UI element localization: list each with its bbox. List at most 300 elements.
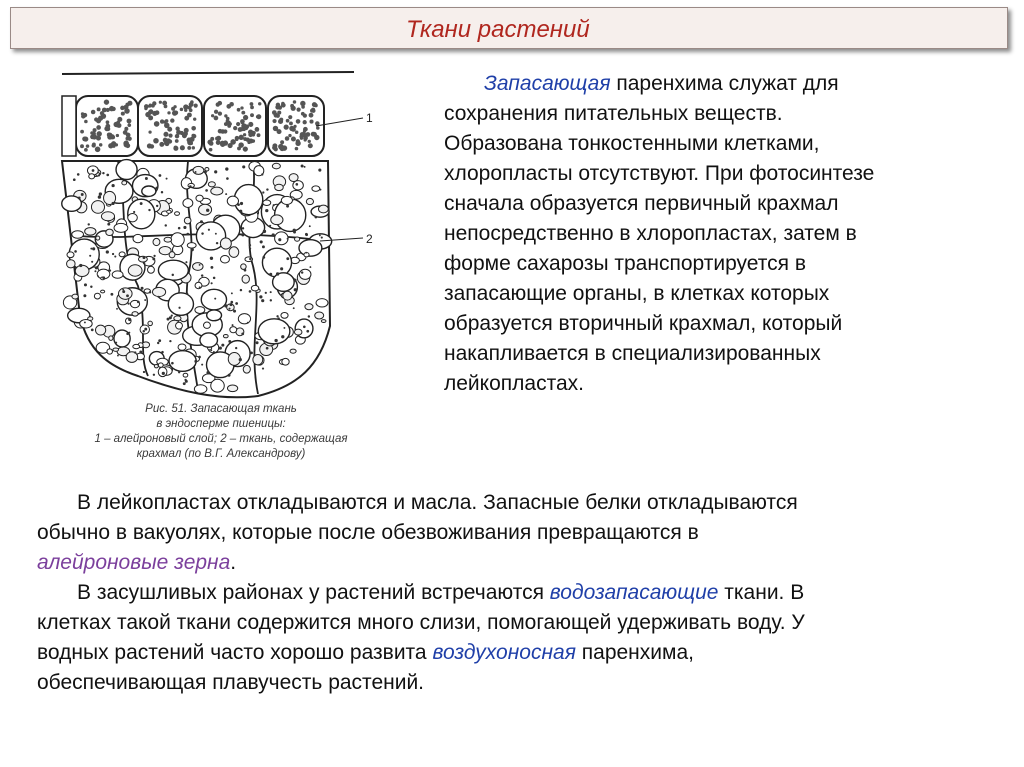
starch-grain — [183, 373, 188, 377]
starch-grain — [275, 184, 284, 190]
storage-parenchyma-paragraph — [444, 69, 1004, 399]
starch-grain — [196, 195, 203, 201]
starch-grain — [290, 349, 296, 353]
starch-grain — [154, 364, 158, 367]
aleurone-grain — [296, 107, 300, 111]
protein-granule — [91, 261, 93, 263]
starch-grain — [169, 351, 196, 372]
starch-grain — [207, 310, 222, 321]
protein-granule — [152, 257, 155, 260]
starch-grain — [171, 233, 184, 247]
starch-grain — [153, 238, 160, 245]
text-line: лейкопластах. — [444, 372, 584, 395]
starch-grain — [119, 252, 125, 257]
aleurone-grain — [191, 126, 196, 131]
protein-granule — [309, 266, 311, 268]
protein-granule — [240, 289, 242, 291]
protein-granule — [204, 170, 207, 173]
aleurone-grain — [175, 139, 179, 143]
protein-granule — [262, 368, 264, 370]
protein-granule — [137, 301, 140, 304]
aleurone-grain — [127, 119, 132, 124]
aleurone-grain — [175, 134, 179, 138]
starch-grain — [116, 160, 137, 180]
starch-grain — [72, 294, 78, 299]
starch-grain — [281, 312, 288, 318]
aleurone-grain — [309, 120, 313, 124]
protein-granule — [276, 272, 279, 275]
aleurone-grain — [209, 141, 214, 146]
aleurone-grain — [80, 130, 84, 134]
starch-grain — [211, 379, 224, 392]
starch-grain — [75, 265, 89, 276]
aleurone-grain — [104, 99, 109, 104]
starch-grain — [321, 320, 326, 323]
protein-granule — [112, 253, 114, 255]
aleurone-grain — [250, 113, 254, 117]
protein-granule — [194, 360, 197, 363]
protein-granule — [249, 244, 251, 246]
aleurone-grain — [288, 115, 292, 119]
aleurone-grain — [223, 140, 228, 145]
aleurone-grain — [226, 120, 231, 125]
protein-granule — [157, 342, 159, 344]
text-line: обычно в вакуолях, которые после обезвоживания превращаются в — [37, 521, 699, 544]
protein-granule — [159, 174, 162, 177]
protein-granule — [226, 177, 229, 180]
protein-granule — [272, 233, 275, 236]
aleurone-grain — [243, 146, 248, 151]
aleurone-grain — [154, 121, 160, 127]
starch-grain — [273, 273, 295, 292]
starch-grain — [220, 238, 231, 249]
aleurone-grain — [92, 132, 96, 136]
aleurone-grain — [147, 143, 152, 148]
starch-grain — [109, 336, 113, 340]
aleurone-grain — [162, 101, 167, 106]
starch-grain — [293, 181, 304, 190]
protein-granule — [83, 294, 86, 297]
starch-grain — [228, 353, 240, 366]
protein-granule — [107, 223, 110, 226]
protein-granule — [259, 295, 262, 298]
protein-granule — [190, 248, 193, 251]
aleurone-grain — [109, 134, 114, 139]
aleurone-grain — [109, 106, 114, 111]
aleurone-grain — [316, 126, 320, 130]
starch-grain — [294, 329, 302, 335]
protein-granule — [169, 340, 171, 342]
protein-granule — [77, 173, 80, 176]
protein-granule — [198, 356, 201, 359]
protein-granule — [235, 347, 237, 349]
aleurone-grain — [233, 126, 237, 130]
protein-granule — [211, 282, 213, 284]
protein-granule — [143, 262, 145, 264]
protein-granule — [287, 238, 289, 240]
starch-grain — [164, 237, 172, 242]
aleurone-grain — [167, 111, 170, 114]
protein-granule — [144, 299, 146, 301]
starch-grain — [315, 312, 324, 319]
starch-grain — [153, 287, 166, 296]
protein-granule — [186, 233, 189, 236]
top-border-line — [62, 72, 354, 74]
aleurone-grain — [285, 136, 290, 141]
aleurone-grain — [127, 123, 131, 127]
starch-grain — [258, 319, 290, 344]
aleurone-grain — [300, 132, 305, 137]
aleurone-grain — [95, 147, 101, 153]
text-line — [37, 638, 987, 668]
starch-grain — [281, 196, 292, 204]
starch-grain — [241, 264, 247, 270]
aleurone-grain — [286, 119, 290, 123]
aleurone-grain — [211, 114, 214, 117]
starch-grain — [204, 322, 211, 328]
protein-granule — [141, 287, 144, 290]
protein-granule — [281, 335, 284, 338]
starch-grain — [133, 234, 143, 242]
aleurone-grain — [148, 130, 151, 133]
starch-grain — [195, 307, 205, 314]
protein-granule — [241, 333, 244, 336]
protein-granule — [115, 342, 117, 344]
protein-granule — [308, 315, 310, 317]
protein-granule — [178, 227, 181, 230]
protein-granule — [249, 248, 251, 250]
starch-grain — [227, 385, 237, 392]
protein-granule — [210, 349, 212, 351]
aleurone-cell — [62, 96, 76, 156]
starch-grain — [253, 354, 263, 364]
aleurone-grain — [314, 133, 318, 137]
aleurone-grain — [255, 127, 260, 132]
protein-granule — [293, 307, 295, 309]
starch-grain — [283, 291, 292, 300]
starch-grain — [158, 260, 188, 280]
protein-granule — [102, 276, 105, 279]
protein-granule — [249, 258, 252, 261]
aleurone-grain — [258, 102, 261, 105]
protein-granule — [230, 301, 233, 304]
starch-grain — [112, 271, 123, 278]
starch-grain — [208, 182, 215, 187]
aleurone-grain — [303, 113, 307, 117]
protein-granule — [315, 216, 318, 219]
starch-grain — [238, 314, 250, 324]
protein-granule — [229, 303, 232, 306]
protein-granule — [102, 172, 104, 174]
protein-granule — [143, 330, 145, 332]
aleurone-grain — [250, 102, 254, 106]
protein-granule — [116, 308, 118, 310]
text-line — [37, 548, 987, 578]
aleurone-grain — [84, 120, 88, 124]
protein-granule — [261, 299, 264, 302]
starch-grain — [101, 290, 105, 293]
protein-granule — [166, 178, 168, 180]
text-line: хлоропласты отсутствуют. При фотосинтезе — [444, 162, 875, 185]
protein-granule — [171, 315, 173, 317]
protein-granule — [262, 245, 265, 248]
protein-granule — [74, 250, 77, 253]
text-line — [37, 488, 987, 518]
aleurone-grain — [247, 141, 250, 144]
protein-granule — [185, 261, 187, 263]
aleurone-grain — [174, 110, 179, 115]
aleurone-grain — [239, 127, 243, 131]
protein-granule — [143, 371, 145, 373]
protein-granule — [228, 340, 231, 343]
aleurone-grain — [121, 112, 125, 116]
starch-grain — [242, 275, 249, 283]
starch-grain — [263, 200, 271, 205]
protein-granule — [265, 292, 267, 294]
protein-granule — [256, 341, 259, 344]
protein-granule — [92, 169, 95, 172]
protein-granule — [117, 355, 119, 357]
starch-grain — [306, 198, 313, 204]
starch-grain — [96, 236, 100, 240]
protein-granule — [283, 327, 285, 329]
aleurone-grain — [280, 140, 284, 144]
aleurone-grain — [218, 129, 223, 134]
protein-granule — [286, 257, 289, 260]
aleurone-grain — [295, 141, 300, 146]
aleurone-grain — [309, 113, 314, 118]
aleurone-grain — [125, 143, 130, 148]
starch-grain — [194, 385, 207, 393]
figure-label-1: 1 — [366, 111, 373, 125]
protein-granule — [305, 252, 307, 254]
starch-grain — [169, 252, 175, 258]
aleurone-grain — [106, 127, 110, 131]
aleurone-grain — [97, 107, 101, 111]
protein-granule — [189, 185, 192, 188]
protein-granule — [144, 328, 147, 331]
text-line: сохранения питательных веществ. — [444, 102, 783, 125]
starch-grain — [201, 289, 226, 310]
starch-grain — [101, 212, 114, 221]
protein-granule — [270, 291, 272, 293]
starch-grain — [199, 204, 212, 215]
protein-granule — [278, 238, 281, 241]
protein-granule — [122, 290, 125, 293]
starch-grain — [184, 217, 191, 224]
starch-grain — [107, 349, 113, 354]
starch-grain — [316, 299, 328, 307]
aleurone-grain — [86, 144, 90, 148]
starch-grain — [312, 186, 320, 192]
aleurone-grain — [173, 146, 178, 151]
protein-granule — [153, 255, 155, 257]
protein-granule — [228, 374, 231, 377]
protein-granule — [169, 316, 172, 319]
aleurone-grain — [257, 133, 261, 137]
protein-granule — [98, 174, 100, 176]
aleurone-grain — [96, 125, 101, 130]
aleurone-grain — [189, 102, 194, 107]
protein-granule — [249, 290, 252, 293]
protein-granule — [128, 318, 131, 321]
aleurone-grain — [243, 115, 248, 120]
aleurone-grain — [165, 119, 169, 123]
starch-grain — [205, 168, 209, 171]
starch-grain — [318, 205, 328, 213]
aleurone-grain — [250, 105, 254, 109]
starch-grain — [187, 243, 196, 248]
protein-granule — [178, 307, 180, 309]
protein-granule — [81, 193, 84, 196]
aleurone-grain — [163, 132, 168, 137]
aleurone-grain — [290, 104, 294, 108]
protein-granule — [213, 351, 215, 353]
aleurone-grain — [291, 127, 296, 132]
protein-granule — [277, 317, 279, 319]
starch-grain — [195, 282, 202, 288]
text-line: непосредственно в хлоропластах, затем в — [444, 222, 857, 245]
starch-grain — [168, 293, 193, 316]
protein-granule — [225, 167, 228, 170]
protein-granule — [242, 165, 245, 168]
protein-granule — [210, 257, 213, 260]
starch-grain — [299, 269, 311, 279]
protein-granule — [232, 324, 234, 326]
aleurone-grain — [229, 102, 234, 107]
protein-granule — [158, 339, 161, 342]
protein-granule — [92, 247, 95, 250]
starch-grain — [211, 187, 223, 195]
protein-granule — [266, 188, 268, 190]
protein-granule — [99, 192, 102, 195]
protein-granule — [157, 296, 159, 298]
starch-grain — [122, 181, 127, 185]
protein-granule — [171, 362, 174, 365]
text-fragment: ткани. В — [718, 581, 805, 604]
term-aerenchyma: воздухоносная — [432, 641, 576, 664]
caption-line: крахмал (по В.Г. Александрову) — [136, 448, 306, 460]
aleurone-grain — [288, 134, 291, 137]
text-line: Образована тонкостенными клетками, — [444, 132, 820, 155]
protein-granule — [239, 358, 242, 361]
aleurone-grain — [111, 141, 116, 146]
starch-grain — [200, 333, 218, 347]
protein-granule — [242, 227, 244, 229]
aleurone-grain — [291, 136, 296, 141]
starch-grain — [94, 293, 100, 299]
text-line: сначала образуется первичный крахмал — [444, 192, 839, 215]
protein-granule — [318, 169, 321, 172]
protein-granule — [309, 225, 311, 227]
protein-granule — [219, 346, 222, 349]
text-fragment: В засушливых районах у растений встречаются — [77, 581, 550, 604]
protein-granule — [265, 209, 268, 212]
aleurone-grain — [240, 119, 245, 124]
aleurone-grain — [153, 138, 159, 144]
figure-caption — [60, 402, 382, 462]
text-fragment: водных растений часто хорошо развита — [37, 641, 433, 664]
protein-granule — [208, 229, 210, 231]
starch-grain — [96, 325, 106, 335]
protein-granule — [122, 289, 124, 291]
protein-granule — [216, 242, 218, 244]
aleurone-grain — [239, 135, 244, 140]
protein-granule — [240, 202, 243, 205]
aleurone-grain — [83, 137, 88, 142]
protein-granule — [280, 267, 283, 270]
protein-granule — [206, 209, 209, 212]
aleurone-grain — [214, 116, 219, 121]
starch-grain — [193, 166, 204, 174]
protein-granule — [301, 271, 303, 273]
protein-granule — [237, 203, 240, 206]
aleurone-grain — [251, 139, 255, 143]
protein-granule — [84, 283, 87, 286]
protein-granule — [269, 273, 272, 276]
starch-grain — [251, 285, 258, 291]
protein-granule — [134, 351, 136, 353]
aleurone-grain — [295, 147, 299, 151]
starch-grain — [227, 196, 238, 206]
starch-grain — [223, 334, 228, 337]
starch-grain — [113, 348, 119, 351]
aleurone-grain — [192, 134, 197, 139]
aleurone-grain — [275, 105, 280, 110]
starch-grain — [289, 174, 298, 182]
text-fragment: В лейкопластах откладываются и масла. Запасные белки откладываются — [77, 491, 798, 514]
protein-granule — [269, 225, 271, 227]
aleurone-grain — [223, 129, 227, 133]
aleurone-grain — [81, 114, 86, 119]
protein-granule — [95, 266, 98, 269]
starch-grain — [220, 255, 229, 263]
protein-granule — [262, 256, 265, 259]
text-fragment: . — [230, 551, 237, 574]
aleurone-grain — [214, 110, 218, 114]
aleurone-grain — [209, 148, 213, 152]
starch-grain — [305, 304, 313, 310]
protein-granule — [149, 291, 151, 293]
protein-granule — [303, 325, 306, 328]
protein-granule — [286, 205, 289, 208]
aleurone-layer — [62, 96, 324, 156]
aleurone-grain — [218, 111, 222, 115]
protein-granule — [126, 333, 128, 335]
starch-grain — [295, 237, 300, 241]
starch-grain — [167, 210, 171, 213]
starch-grain — [67, 260, 76, 268]
starch-grain — [67, 252, 74, 258]
aleurone-grain — [308, 143, 313, 148]
aleurone-grain — [189, 141, 193, 145]
aleurone-grain — [124, 127, 128, 131]
text-line: накапливается в специализированных — [444, 342, 821, 365]
aleurone-grain — [194, 104, 198, 108]
protein-granule — [231, 292, 233, 294]
aleurone-grain — [123, 130, 128, 135]
aleurone-grain — [248, 132, 253, 137]
protein-granule — [244, 269, 247, 272]
aleurone-grain — [184, 128, 189, 133]
starch-grain — [183, 199, 193, 208]
protein-granule — [106, 250, 109, 253]
protein-granule — [94, 270, 96, 272]
starch-grain — [106, 229, 113, 235]
starch-grain — [88, 317, 93, 321]
protein-granule — [294, 288, 297, 291]
protein-granule — [89, 255, 91, 257]
